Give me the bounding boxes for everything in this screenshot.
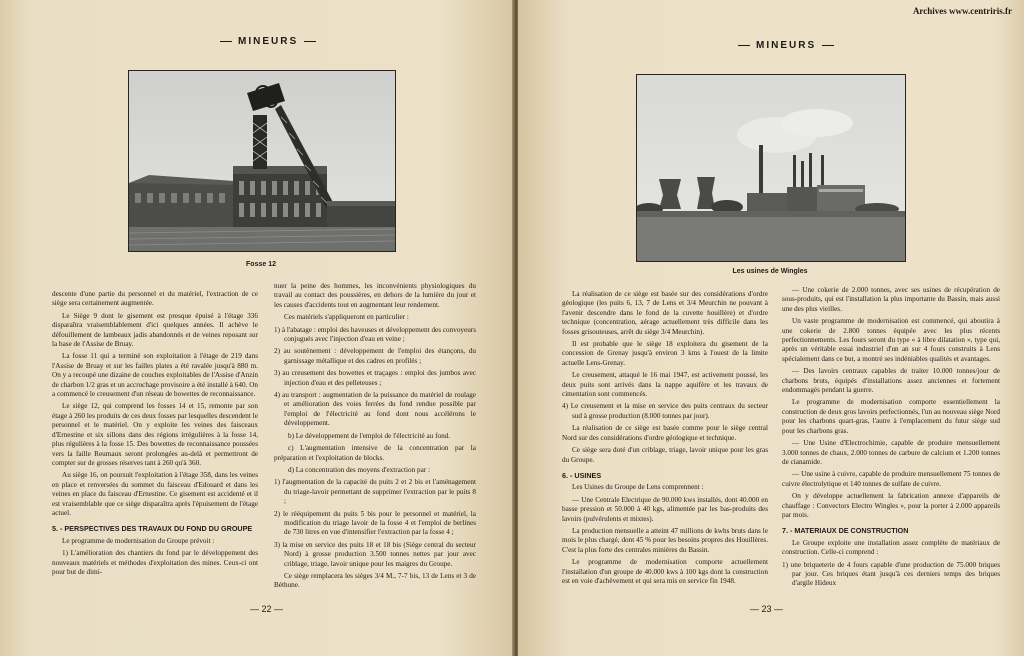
paragraph: descente d'une partie du personnel et du matériel, l'extraction de ce siège sera certainement augmentée. [52, 290, 258, 308]
paragraph: — Une Centrale Electrique de 90.000 kws installés, dont 40.000 en basse pression et 50.000 à 40 kgs, alimentée par les bas-produits des lavoirs (pulvérulents et mixtes). [562, 495, 768, 523]
paragraph: Ce siège sera doté d'un criblage, triage, lavoir unique pour les gras du Groupe. [562, 446, 768, 464]
paragraph: Au siège 16, on poursuit l'exploitation à l'étage 358, dans les veines en place et renversées du sommet du faisceau d'Edouard et dans les veines en place du faisceau d'Ernestine. Ce gisement est accidenté et il est vraisemblable que ce siège disparaîtra après l'épuisement de l'étage actuel. [52, 471, 258, 517]
list-item: 4) Le creusement et la mise en service des puits centraux du secteur sud à grosse production (8.000 tonnes par jour). [562, 402, 768, 420]
left-running-header: MINEURS [214, 36, 322, 47]
paragraph: Le creusement, attaqué le 16 mai 1947, est activement poussé, les deux puits sont arrivés dans la nappe aquifère et les travaux de cimentation sont commencés. [562, 371, 768, 399]
text-column-left-2 [274, 282, 476, 594]
list-item: 3) au creusement des bowettes et traçages : emploi des jumbos avec injection d'eau et des pelleteuses ; [274, 369, 476, 387]
list-item: 3) la mise en service des puits 18 et 18 bis (Siège central du secteur Nord) à grosse production 3.500 tonnes nettes par jour avec criblage, triage, lavoir unique pour les maigres du Groupe. [274, 540, 476, 568]
paragraph: La production mensuelle a atteint 47 millions de kwhs bruts dans le mois le plus chargé, dont 45 % pour les besoins propres des Houillères. C'est la plus forte des centrales minières du Bassin. [562, 526, 768, 554]
text-column-right-2 [782, 286, 1000, 592]
list-item: 1) une briqueterie de 4 fours capable d'une production de 75.000 briques par jour. Ces briques étant jusqu'à ces derniers temps des briques d'argile Hideux [782, 560, 1000, 588]
paragraph: Un vaste programme de modernisation est commencé, qui aboutira à une cokerie de 2.800 tonnes équipée avec les plus récents perfectionnements. Les fours seront du type « à libre dilatation », type qui, après un véritable essai industriel d'un an sur 4 fours construits à Lens spécialement dans ce but, a montré ses indéniables qualités et avantages. [782, 317, 1000, 363]
paragraph: 1) L'amélioration des chantiers du fond par le développement des nouveaux matériels et méthodes d'exploitation des mines. Ceux-ci ont pour but de dimi- [52, 549, 258, 576]
paragraph: Le siège 12, qui comprend les fosses 14 et 15, remonte par son étage à 260 les produits de ces deux fosses par lesquelles descendent le personnel et le matériel. On y exploite les veines des faisceaux d'Ernestine et six sillons dans des régions irrégulières à la fosse 14, plus régulières à la fosse 15. Des bowettes de reconnaissance poussées vers la faille Reumaux seront prolongées au-delà et permettront de compter sur de grosses réserves tant à 260 qu'à 360. [52, 402, 258, 467]
paragraph: d) La concentration des moyens d'extraction par : [288, 465, 430, 474]
wingles-factories-photo [636, 74, 906, 262]
header-dash [304, 41, 316, 42]
paragraph: La réalisation de ce siège est basée sur des considérations d'ordre géologique (les puits 6, 13, 7 de Lens et 3/4 Meurchin ne pouvant à l'avenir descendre dans le fond de la cuvette houillère) et d'ordre technique (concentration, aérage actuellement très difficile dans les fosses grisouteuses, arrêt du siège 3/4 Meurchin). [562, 290, 768, 336]
paragraph: — Une cokerie de 2.000 tonnes, avec ses usines de récupération de sous-produits, qui est l'installation la plus importante du Bassin, mais aussi une des plus vieilles. [782, 286, 1000, 313]
list-item: 2) au soutènement : développement de l'emploi des étançons, du garnissage métallique et des cadres en profilés ; [274, 347, 476, 365]
paragraph: nuer la peine des hommes, les inconvénients physiologiques du travail au contact des poussières, en dehors de la lumière du jour et les causes d'accidents tout en augmentant leur rendement. [274, 282, 476, 309]
fosse-12-photo [128, 70, 396, 252]
text-column-right-1 [562, 290, 768, 589]
paragraph: Les Usines du Groupe de Lens comprennent : [572, 483, 704, 492]
text-column-left-1 [52, 290, 258, 580]
right-running-header: MINEURS [732, 40, 840, 51]
section-heading: 6. - USINES [562, 470, 602, 480]
page-number: — 23 — [750, 604, 784, 614]
header-dash [220, 41, 232, 42]
paragraph: La fosse 11 qui a terminé son exploitation à l'étage de 219 dans l'Assise de Bruay et sur les failles plates a été ravalée jusqu'à 880 m. On y a recoupé une dizaine de couches exploitables de l'Assise d'Anzin de charbon 1/2 gras et un accrochage provisoire a été installé à 640. On a commencé le creusement d'un réseau de bowettes de reconnaissance. [52, 352, 258, 399]
paragraph: — Des lavoirs centraux capables de traiter 10.000 tonnes/jour de charbons bruts, équipés d'installations assez anciennes et fortement endommagés pendant la guerre. [782, 367, 1000, 395]
paragraph: Le programme de modernisation comporte actuellement l'installation d'un groupe de 40.000 kws à 100 kgs dont la construction est en voie d'achèvement et qui sera mis en service fin 1948. [562, 558, 768, 585]
paragraph: On y développe actuellement la fabrication annexe d'appareils de chauffage : Convectors Electro Wingles », pour la porter à 2.000 appareils par mois. [782, 492, 1000, 519]
paragraph: Le Groupe exploite une installation assez complète de matériaux de construction. Celle-ci comprend : [782, 538, 1000, 557]
paragraph: Ce siège remplacera les sièges 3/4 M., 7-7 bis, 13 de Lens et 3 de Béthune. [274, 571, 476, 590]
paragraph: Le programme de modernisation comporte essentiellement la construction de deux gros lavoirs perfectionnés, l'un au nouveau siège Nord pour les charbons quart-gras, l'autre à l'emplacement du futur siège sud pour les charbons gras. [782, 398, 1000, 435]
list-item: 1) à l'abatage : emploi des haveuses et développement des convoyeurs conjugués avec l'injection d'eau en veine ; [274, 325, 476, 344]
section-heading: 7. - MATERIAUX DE CONSTRUCTION [782, 526, 909, 536]
paragraph: Le Siège 9 dont le gisement est presque épuisé à l'étage 336 disparaîtra vraisemblablement d'ici quelques années. Il achève le défouillement de lambeaux jadis abandonnés et de veines reposant sur la base de l'Assise de Bruay. [52, 311, 258, 349]
right-page [518, 0, 1024, 656]
paragraph: Ces matériels s'appliqueront en particulier : [284, 313, 409, 322]
page-number: — 22 — [250, 604, 284, 614]
paragraph: b) Le développement de l'emploi de l'électricité au fond. [288, 431, 451, 440]
paragraph: Il est probable que le siège 18 exploitera du gisement de la concession de Grenay jusqu'à environ 3 kms à l'ouest de la limite actuelle Lens-Grenay. [562, 340, 768, 367]
section-heading: 5. - PERSPECTIVES DES TRAVAUX DU FOND DU GROUPE [52, 524, 253, 534]
archive-watermark: Archives www.centriris.fr [912, 6, 1012, 16]
list-item: 4) au transport : augmentation de la puissance du matériel de roulage et amélioration des voies ferrées du fond rendue possible par l'emploi de l'électricité au fond dont nous accélérons le développement. [274, 391, 476, 428]
header-dash [822, 45, 834, 46]
header-dash [738, 45, 750, 46]
paragraph: — Une usine à cuivre, capable de produire mensuellement 75 tonnes de cuivre électrolytique et 140 tonnes de sulfate de cuivre. [782, 470, 1000, 488]
list-item: 1) l'augmentation de la capacité du puits 2 et 2 bis et l'aménagement du triage-lavoir permettant de supprimer l'extraction par le puits 8 ; [274, 478, 476, 506]
paragraph: Le programme de modernisation du Groupe prévoit : [62, 536, 215, 545]
photo-caption: Les usines de Wingles [732, 268, 808, 275]
paragraph: — Une Usine d'Electrochimie, capable de produire mensuellement 3.000 tonnes de chaux, 2.000 tonnes de carbure de calcium et 1.200 tonnes de cianamide. [782, 439, 1000, 466]
photo-caption: Fosse 12 [246, 261, 276, 268]
list-item: 2) le rééquipement du puits 5 bis pour le personnel et matériel, la modification du triage lavoir de la fosse 4 et l'emploi de berlines de 730 litres en vue d'intensifier l'extraction par la fosse 4 ; [274, 509, 476, 537]
paragraph: c) L'augmentation intensive de la concentration par la préparation et l'exploitation de blocks. [274, 444, 476, 462]
paragraph: La réalisation de ce siège est basée comme pour le siège central Nord sur des considérations d'ordre géologique et technique. [562, 424, 768, 442]
